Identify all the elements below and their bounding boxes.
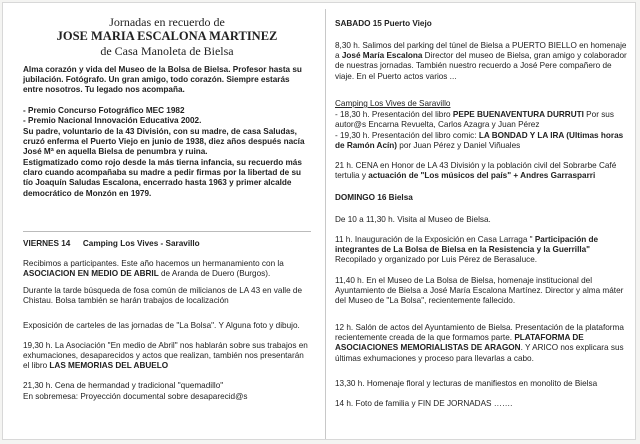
bio-father: Su padre, voluntario de la 43 División, con su madre, de casa Saludas, cruzó enferma el Puerto Viejo en junio de 1938, diez años después nacía José Mª en aquella Bielsa de penumbra y ruina. [23, 127, 305, 157]
friday-event-1-place: de Aranda de Duero (Burgos). [158, 269, 271, 279]
friday-event-2-text: Durante la tarde búsqueda de fosa común de milicianos de LA 43 en valle de Chistau. [23, 286, 303, 306]
sunday-event-2 [335, 235, 631, 266]
saturday-event-4 [335, 161, 631, 181]
header-line-1: Jornadas en recuerdo de [109, 15, 225, 29]
bio-childhood: Estigmatizado como rojo desde la más tierna infancia, su recuerdo más claro cuando acompañaba su madre a pedir firmas por la libertad de su tío Joaquín Saludas Escalona, encerrado hasta 1963 y primer alcalde democrático de Monzón en 1979. [23, 158, 302, 198]
sunday-event-5: 13,30 h. Homenaje floral y lecturas de manifiestos en monolito de Bielsa [335, 379, 598, 388]
friday-event-4-text: 19,30 h. La Asociación "En medio de Abril" nos hablarán sobre sus trabajos en exhumaciones, desaparecidos y actos que realizan, también nos presentarán el libro [23, 341, 308, 371]
sunday-event-4-platform: PLATAFORMA DE ASOCIACIONES MEMORIALISTAS DE ARAGON [335, 333, 584, 353]
friday-event-4 [23, 341, 311, 372]
friday-heading [23, 239, 311, 249]
friday-event-1-text: Recibimos a participantes. Este año hacemos un hermanamiento con la [23, 259, 284, 268]
section-divider [23, 231, 311, 232]
saturday-event-3-authors: por Juan Pérez y Daniel Viñuales [397, 141, 521, 151]
friday-event-1-assoc: ASOCIACION EN MEDIO DE ABRIL [23, 269, 159, 279]
friday-event-6: En sobremesa: Proyección documental sobre desaparecid@s [23, 392, 248, 401]
friday-event-2 [23, 286, 311, 306]
sunday-event-4-tail: . Y ARICO nos explicara sus últimas exhumaciones y proceso para llevarlas a cabo. [335, 343, 624, 363]
sunday-event-6: 14 h. Foto de familia y FIN DE JORNADAS ……. [335, 399, 513, 408]
saturday-event-2 [335, 110, 631, 130]
friday-event-4-book: LAS MEMORIAS DEL ABUELO [49, 361, 169, 371]
friday-event-5: 21,30 h. Cena de hermandad y tradicional "quemadillo" [23, 381, 224, 390]
column-divider [325, 9, 326, 439]
bio-intro: Alma corazón y vida del Museo de la Bolsa de Bielsa. Profesor hasta su jubilación. Fotógrafo. Un gran amigo, todo corazón. Siempre estarás entre nosotros. Tu legado nos acompaña. [23, 65, 302, 95]
saturday-event-2-book: PEPE BUENAVENTURA DURRUTI [452, 110, 584, 119]
sunday-event-4 [335, 323, 631, 364]
sunday-event-2-credit: Recopilado y organizado por Luis Pérez de Berasaluce. [335, 255, 538, 265]
saturday-event-2-authors: Por sus autor@s Encarna Revuelta, Carlos Azagra y Juan Pérez [335, 110, 614, 130]
sunday-event-4-text: 12 h. Salón de actos del Ayuntamiento de Bielsa. Presentación de la plataforma recientemente creada de la que formamos parte. [335, 323, 624, 343]
sunday-event-2-text: 11 h. Inauguración de la Exposición en Casa Larraga " [335, 235, 535, 244]
saturday-event-4-music: actuación de "Los músicos del país" [368, 171, 512, 181]
saturday-event-3-book: LA BONDAD Y LA IRA (Ultimas horas de Ramón Acín) [335, 131, 624, 151]
saturday-event-4-guest: + Andres Garrasparri [511, 171, 596, 181]
bio-award-2: - Premio Nacional Innovación Educativa 2002. [23, 116, 202, 125]
bio-award-1: - Premio Concurso Fotográfico MEC 1982 [23, 106, 185, 115]
sunday-heading: DOMINGO 16 Bielsa [335, 193, 413, 202]
saturday-event-1-tail: Director del museo de Bielsa, gran amigo y colaborador de nuestras jornadas. También nuestro recuerdo a José Pere compañero de viaje. En el Puerto actos varios ... [335, 51, 627, 81]
program-sheet [2, 2, 636, 440]
saturday-event-1 [335, 41, 631, 82]
friday-day: VIERNES 14 [23, 239, 71, 248]
saturday-event-3 [335, 131, 631, 151]
saturday-event-4-text: 21 h. CENA en Honor de LA 43 División y la población civil del Sobrarbe Café tertulia y [335, 161, 617, 181]
saturday-event-1-text: 8,30 h. Salimos del parking del túnel de Bielsa a PUERTO BIELLO en homenaje a [335, 41, 627, 61]
friday-event-3: Exposición de carteles de las jornadas de "La Bolsa". Y Alguna foto y dibujo. [23, 321, 300, 330]
saturday-event-3-text: - 19,30 h. Presentación del libro comic: [335, 131, 479, 140]
saturday-heading: SABADO 15 Puerto Viejo [335, 19, 432, 28]
sunday-event-3: 11,40 h. En el Museo de La Bolsa de Bielsa, homenaje institucional del Ayuntamiento de Bielsa a José María Escalona Martínez. Director y alma máter del Museo de "La Bolsa", recientemente fallecido. [335, 276, 624, 306]
friday-place: Camping Los Vives - Saravillo [82, 239, 200, 248]
sunday-event-1: De 10 a 11,30 h. Visita al Museo de Bielsa. [335, 215, 491, 224]
saturday-event-2-text: - 18,30 h. Presentación del libro [335, 110, 453, 119]
sunday-event-2-exhibit: Participación de integrantes de La Bolsa de Bielsa en la Resistencia y la Guerrilla" [335, 235, 599, 255]
header-line-3: de Casa Manoleta de Bielsa [100, 44, 234, 58]
saturday-event-1-name: José María Escalona [341, 51, 423, 61]
header-honoree-name: JOSE MARIA ESCALONA MARTINEZ [56, 29, 278, 43]
friday-event-1 [23, 259, 311, 279]
saturday-camping-label: Camping Los Vives de Saravillo [335, 99, 451, 108]
friday-event-2-tail: Bolsa también se harán trabajos de localización [55, 296, 229, 306]
